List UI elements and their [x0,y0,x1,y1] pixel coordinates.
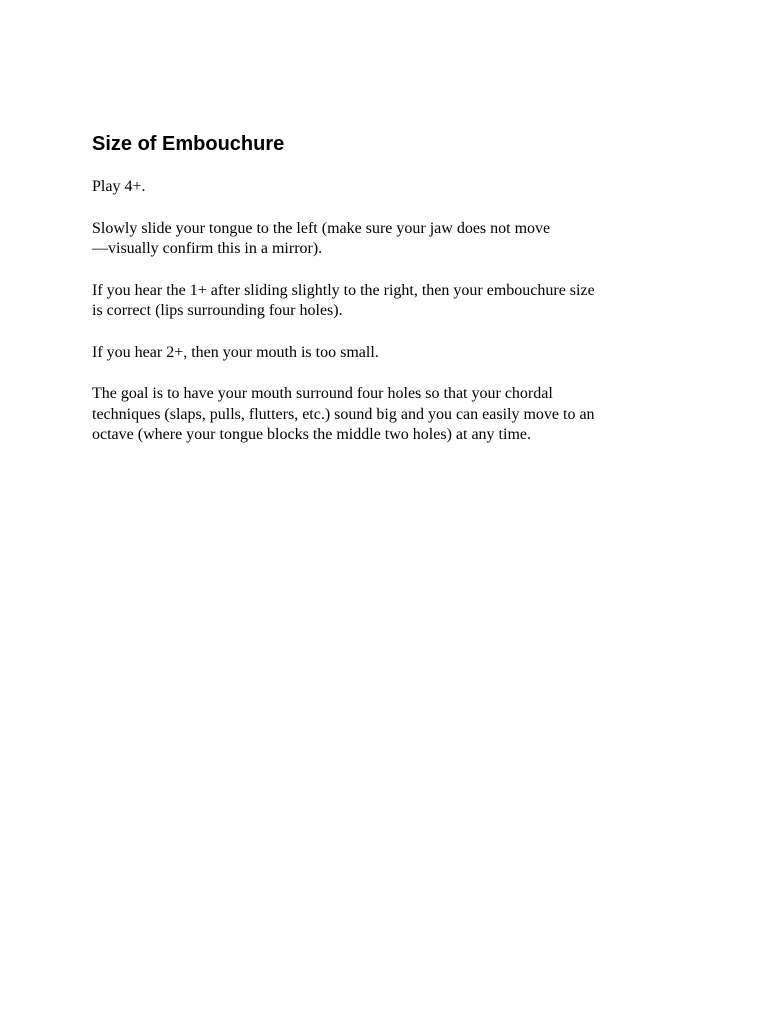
paragraph-hear-1-plus [92,281,682,322]
paragraph-goal [92,384,682,446]
paragraph-slide-tongue [92,219,682,260]
paragraph-play [92,177,682,198]
paragraph-line: The goal is to have your mouth surround four holes so that your chordal [92,385,553,402]
paragraph-line: octave (where your tongue blocks the middle two holes) at any time. [92,426,531,443]
paragraph-line: If you hear 2+, then your mouth is too small. [92,343,379,361]
paragraph-line: If you hear the 1+ after sliding slightly to the right, then your embouchure size [92,281,595,299]
paragraph-line: Play 4+. [92,178,146,195]
paragraph-line: techniques (slaps, pulls, flutters, etc.) sound big and you can easily move to an [92,405,595,423]
document-title: Size of Embouchure [92,133,285,155]
paragraph-line: Slowly slide your tongue to the left (make sure your jaw does not move [92,219,551,237]
paragraph-line: —visually confirm this in a mirror). [92,240,323,257]
document-body [92,131,682,467]
paragraph-hear-2-plus [92,343,682,364]
paragraph-line: is correct (lips surrounding four holes). [92,302,343,319]
